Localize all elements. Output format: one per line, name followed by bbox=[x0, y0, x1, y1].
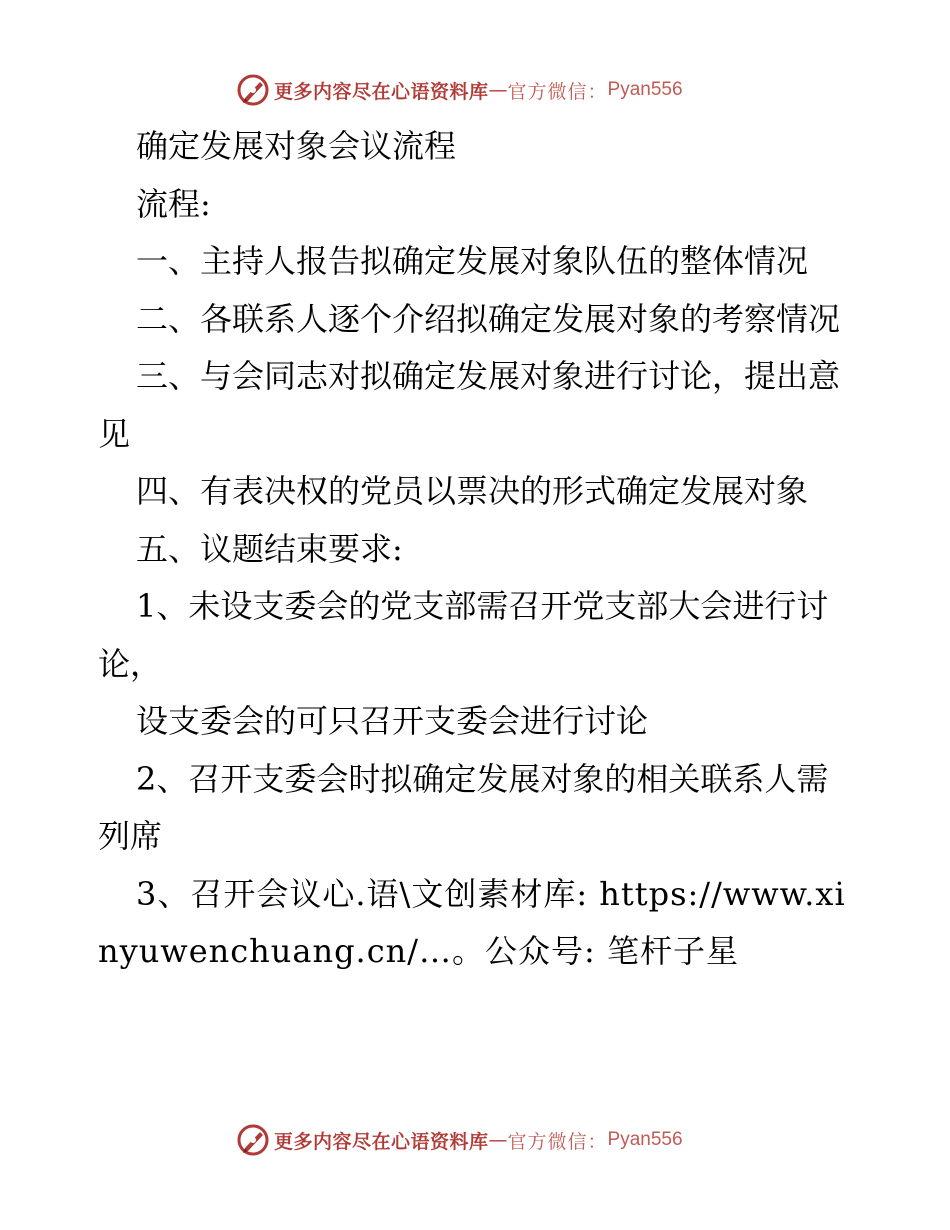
requirement-item: 1、未设支委会的党支部需召开党支部大会进行讨论， bbox=[98, 587, 829, 683]
list-item: 三、与会同志对拟确定发展对象进行讨论，提出意见 bbox=[98, 357, 841, 453]
pen-logo-icon bbox=[236, 73, 270, 107]
watermark-wechat-label: 官方微信： bbox=[507, 1130, 608, 1153]
watermark-dash: — bbox=[488, 79, 508, 101]
doc-subtitle: 流程: bbox=[136, 184, 211, 223]
watermark-dash: — bbox=[488, 1129, 508, 1151]
doc-title: 确定发展对象会议流程 bbox=[136, 127, 457, 165]
footer-watermark bbox=[236, 1122, 683, 1158]
list-item: 五、议题结束要求: bbox=[136, 529, 403, 568]
list-item: 一、主持人报告拟确定发展对象队伍的整体情况 bbox=[136, 242, 809, 280]
list-item: 二、各联系人逐个介绍拟确定发展对象的考察情况 bbox=[136, 299, 841, 338]
requirement-item: 设支委会的可只召开支委会进行讨论 bbox=[136, 702, 649, 740]
header-watermark bbox=[236, 72, 683, 108]
watermark-wechat-id: Pyan556 bbox=[607, 1129, 683, 1150]
watermark-text: 更多内容尽在心语资料库 bbox=[274, 80, 489, 103]
requirement-item: 2、召开支委会时拟确定发展对象的相关联系人需列席 bbox=[98, 759, 829, 855]
watermark-text: 更多内容尽在心语资料库 bbox=[274, 1130, 489, 1153]
pen-logo-icon bbox=[236, 1123, 270, 1157]
watermark-wechat-label: 官方微信： bbox=[507, 80, 608, 103]
list-item: 四、有表决权的党员以票决的形式确定发展对象 bbox=[136, 472, 809, 510]
watermark-wechat-id: Pyan556 bbox=[607, 79, 683, 100]
document-body bbox=[98, 118, 858, 981]
requirement-item: 3、召开会议心.语\文创素材库: https://www.xinyuwenchuang.cn/…。公众号: 笔杆子星 bbox=[98, 874, 846, 970]
